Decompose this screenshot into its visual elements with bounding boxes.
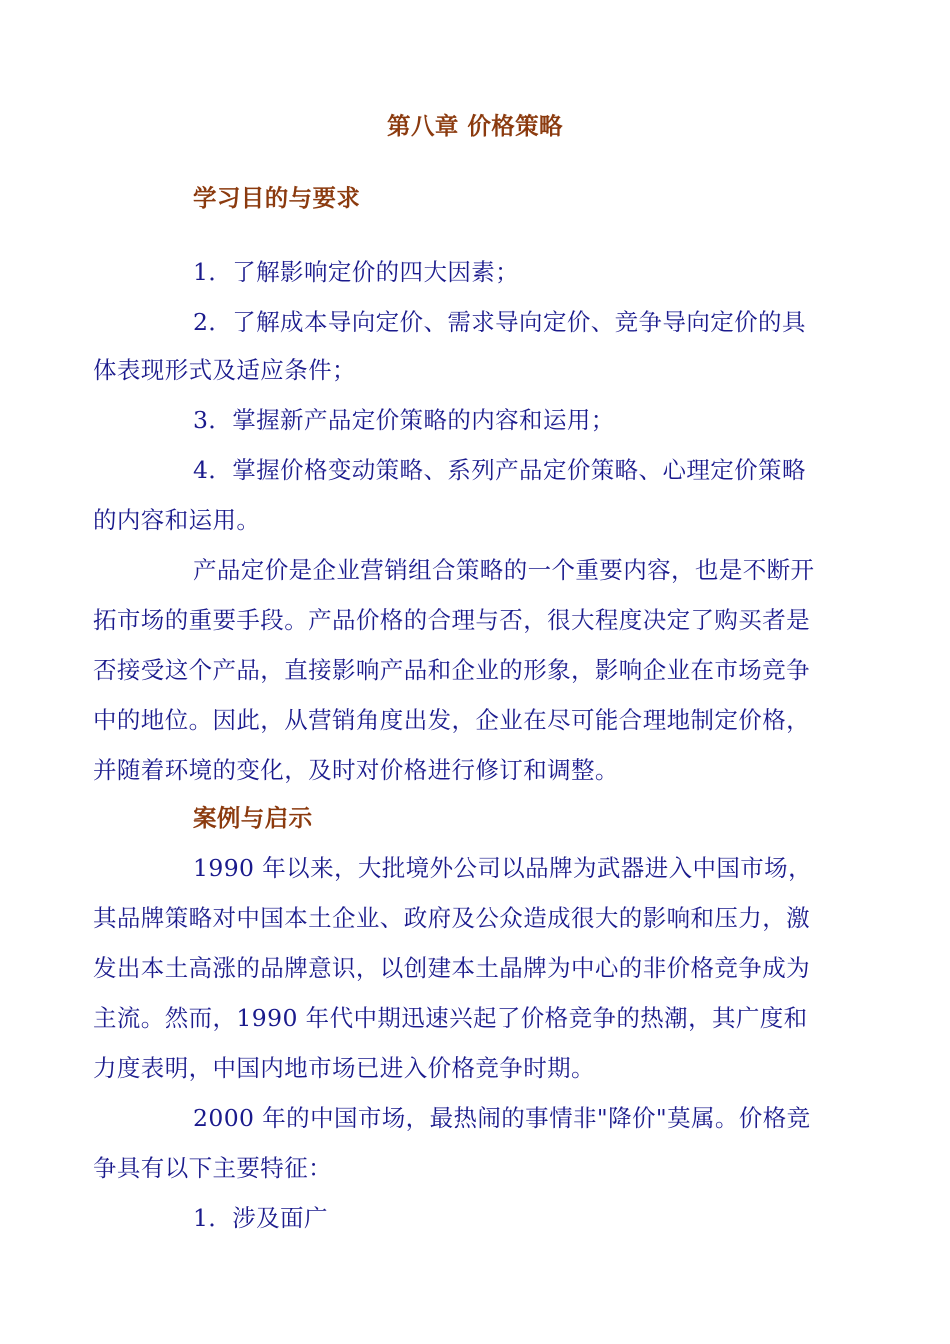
objective-2-line-2: 体表现形式及适应条件； xyxy=(93,356,356,384)
feature-1: 1．涉及面广 xyxy=(193,1204,328,1232)
case-paragraph-2-line-1: 2000 年的中国市场，最热闹的事情非"降价"莫属。价格竞 xyxy=(193,1104,811,1132)
case-paragraph-2-line-2: 争具有以下主要特征： xyxy=(93,1154,332,1182)
intro-paragraph-line-3: 否接受这个产品，直接影响产品和企业的形象，影响企业在市场竞争 xyxy=(93,656,810,684)
intro-paragraph-line-1: 产品定价是企业营销组合策略的一个重要内容，也是不断开 xyxy=(193,556,815,584)
case-heading: 案例与启示 xyxy=(193,804,313,832)
case-paragraph-1-line-4: 主流。然而，1990 年代中期迅速兴起了价格竞争的热潮，其广度和 xyxy=(93,1004,808,1032)
objectives-heading: 学习目的与要求 xyxy=(193,184,361,212)
objective-4-line-2: 的内容和运用。 xyxy=(93,506,261,534)
objective-1: 1．了解影响定价的四大因素； xyxy=(193,258,520,286)
case-paragraph-1-line-2: 其品牌策略对中国本土企业、政府及公众造成很大的影响和压力，激 xyxy=(93,904,810,932)
objective-4-line-1: 4．掌握价格变动策略、系列产品定价策略、心理定价策略 xyxy=(193,456,806,484)
case-paragraph-1-line-1: 1990 年以来，大批境外公司以品牌为武器进入中国市场， xyxy=(193,854,812,882)
objective-2-line-1: 2．了解成本导向定价、需求导向定价、竞争导向定价的具 xyxy=(193,308,806,336)
intro-paragraph-line-2: 拓市场的重要手段。产品价格的合理与否，很大程度决定了购买者是 xyxy=(93,606,810,634)
intro-paragraph-line-5: 并随着环境的变化，及时对价格进行修订和调整。 xyxy=(93,756,619,784)
chapter-title: 第八章 价格策略 xyxy=(387,112,563,140)
intro-paragraph-line-4: 中的地位。因此，从营销角度出发，企业在尽可能合理地制定价格， xyxy=(93,706,810,734)
case-paragraph-1-line-3: 发出本土高涨的品牌意识，以创建本土晶牌为中心的非价格竞争成为 xyxy=(93,954,810,982)
case-paragraph-1-line-5: 力度表明，中国内地市场已进入价格竞争时期。 xyxy=(93,1054,595,1082)
objective-3: 3．掌握新产品定价策略的内容和运用； xyxy=(193,406,615,434)
